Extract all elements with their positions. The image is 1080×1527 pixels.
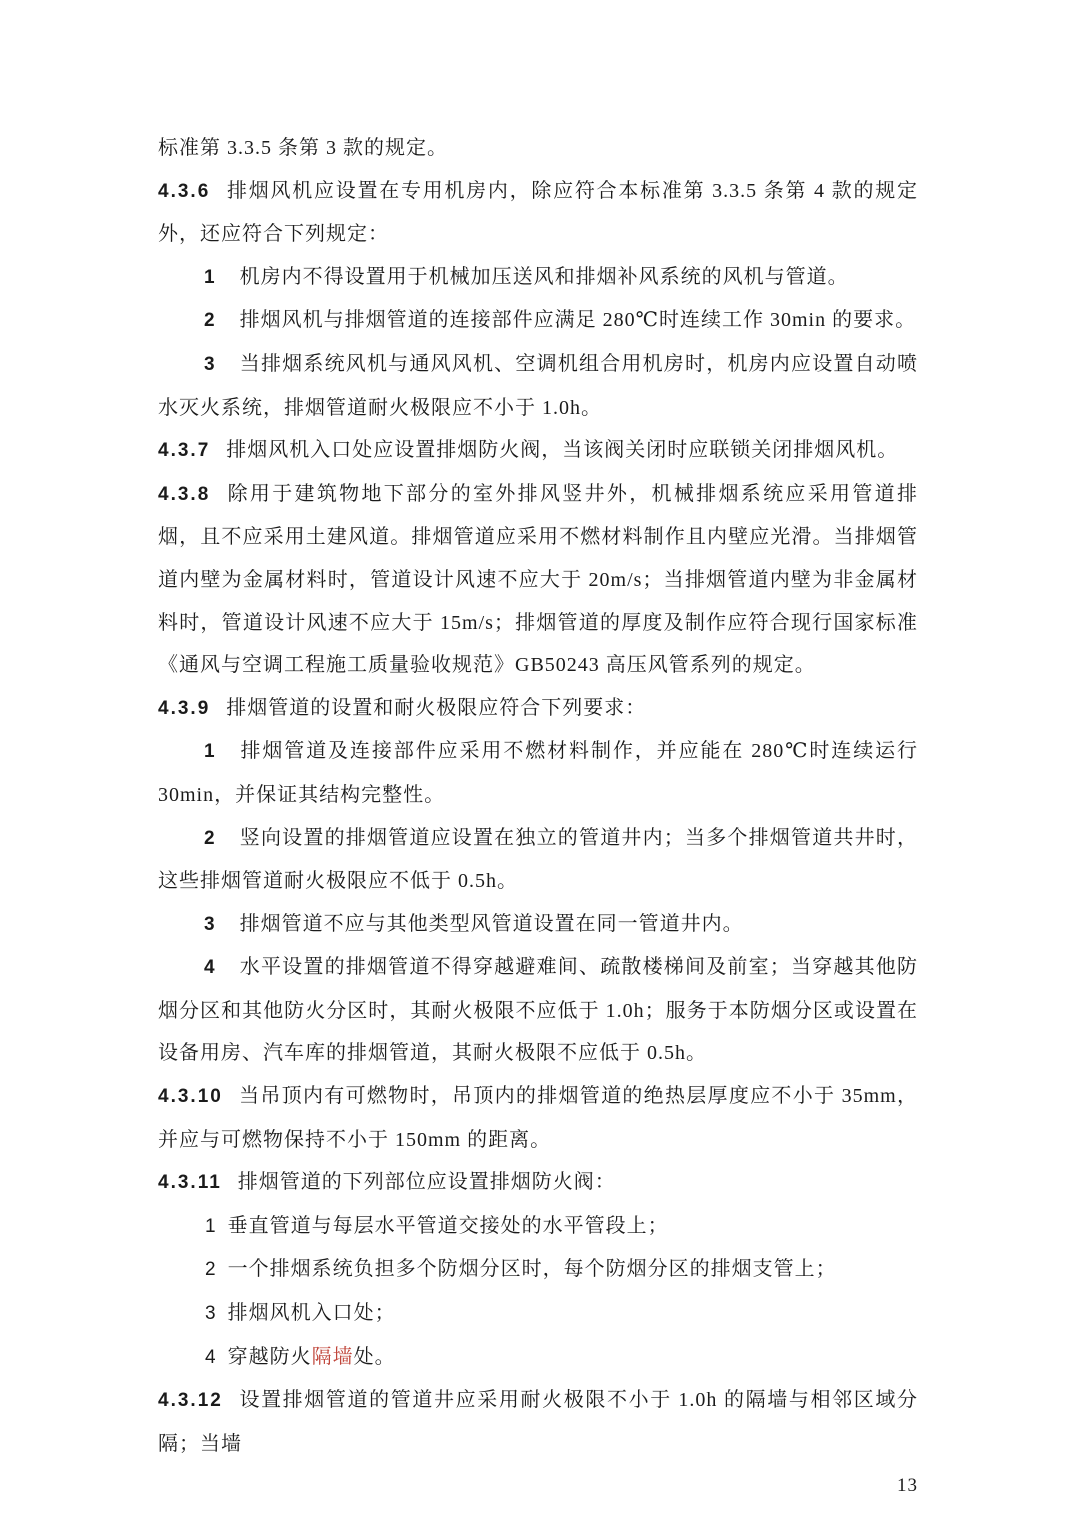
item-text: 排烟风机与排烟管道的连接部件应满足 280℃时连续工作 30min 的要求。 bbox=[239, 309, 917, 332]
clause-item-3 bbox=[158, 903, 918, 947]
item-number: 4 bbox=[205, 1346, 217, 1368]
section-text: 当吊顶内有可燃物时，吊顶内的排烟管道的绝热层厚度应不小于 35mm，并应与可燃物保持不小于 150mm 的距离。 bbox=[158, 1085, 918, 1151]
section-4-3-8 bbox=[158, 473, 918, 687]
paragraph-text: 标准第 3.3.5 条第 3 款的规定。 bbox=[158, 137, 448, 159]
highlighted-term: 隔墙 bbox=[311, 1345, 354, 1368]
item-text: 排烟管道不应与其他类型风管道设置在同一管道井内。 bbox=[239, 912, 744, 935]
item-number: 3 bbox=[204, 353, 216, 375]
page-number: 13 bbox=[897, 1475, 918, 1497]
item-text: 垂直管道与每层水平管道交接处的水平管段上； bbox=[227, 1214, 669, 1237]
section-number: 4.3.9 bbox=[158, 697, 211, 719]
item-text: 排烟风机入口处； bbox=[227, 1302, 396, 1325]
clause-item-1 bbox=[158, 730, 918, 816]
clause-item-4 bbox=[158, 1336, 918, 1380]
clause-item-1 bbox=[158, 256, 918, 300]
section-number: 4.3.6 bbox=[158, 180, 211, 202]
section-4-3-9 bbox=[158, 687, 918, 731]
section-text: 排烟风机应设置在专用机房内，除应符合本标准第 3.3.5 条第 4 款的规定外，还应符合下列规定： bbox=[158, 179, 918, 246]
section-4-3-6 bbox=[158, 170, 918, 256]
paragraph-continuation bbox=[158, 127, 918, 170]
item-number: 1 bbox=[204, 266, 216, 288]
section-number: 4.3.11 bbox=[158, 1172, 222, 1194]
item-text: 一个排烟系统负担多个防烟分区时，每个防烟分区的排烟支管上； bbox=[227, 1258, 837, 1281]
item-text-prefix: 穿越防火 bbox=[227, 1345, 312, 1368]
clause-item-2 bbox=[158, 817, 918, 903]
section-text: 排烟管道的下列部位应设置排烟防火阀： bbox=[237, 1171, 616, 1194]
item-text: 排烟管道及连接部件应采用不燃材料制作，并应能在 280℃时连续运行 30min，并保证其结构完整性。 bbox=[158, 740, 918, 806]
item-number: 3 bbox=[204, 913, 216, 935]
section-number: 4.3.8 bbox=[158, 483, 211, 505]
item-text: 机房内不得设置用于机械加压送风和排烟补风系统的风机与管道。 bbox=[239, 265, 849, 288]
clause-item-4 bbox=[158, 946, 918, 1075]
clause-item-2 bbox=[158, 299, 918, 343]
clause-item-1 bbox=[158, 1205, 918, 1249]
item-text-suffix: 处。 bbox=[353, 1345, 396, 1368]
item-number: 1 bbox=[204, 741, 216, 763]
section-number: 4.3.7 bbox=[158, 440, 211, 462]
item-number: 2 bbox=[205, 1259, 217, 1281]
section-4-3-12 bbox=[158, 1379, 918, 1465]
section-number: 4.3.12 bbox=[158, 1390, 223, 1412]
clause-item-3 bbox=[158, 1292, 918, 1336]
item-number: 3 bbox=[205, 1303, 217, 1325]
clause-item-2 bbox=[158, 1248, 918, 1292]
item-number: 1 bbox=[205, 1215, 217, 1237]
section-4-3-10 bbox=[158, 1075, 918, 1161]
section-4-3-11 bbox=[158, 1161, 918, 1205]
section-text: 排烟风机入口处应设置排烟防火阀，当该阀关闭时应联锁关闭排烟风机。 bbox=[226, 439, 899, 462]
section-4-3-7 bbox=[158, 429, 918, 473]
item-number: 2 bbox=[204, 827, 216, 849]
item-number: 2 bbox=[204, 310, 216, 332]
section-text: 排烟管道的设置和耐火极限应符合下列要求： bbox=[226, 696, 647, 719]
section-text: 设置排烟管道的管道井应采用耐火极限不小于 1.0h 的隔墙与相邻区域分隔；当墙 bbox=[158, 1389, 918, 1455]
item-text: 当排烟系统风机与通风风机、空调机组合用机房时，机房内应设置自动喷水灭火系统，排烟管道耐火极限应不小于 1.0h。 bbox=[158, 352, 918, 419]
item-text: 竖向设置的排烟管道应设置在独立的管道井内；当多个排烟管道共井时，这些排烟管道耐火极限应不低于 0.5h。 bbox=[158, 826, 918, 893]
section-number: 4.3.10 bbox=[158, 1086, 223, 1108]
item-text: 水平设置的排烟管道不得穿越避难间、疏散楼梯间及前室；当穿越其他防烟分区和其他防火分区时，其耐火极限不应低于 1.0h；服务于本防烟分区或设置在设备用房、汽车库的排烟管道，其耐火极限不应低于 0.5h。 bbox=[158, 956, 918, 1065]
section-text: 除用于建筑物地下部分的室外排风竖井外，机械排烟系统应采用管道排烟，且不应采用土建风道。排烟管道应采用不燃材料制作且内壁应光滑。当排烟管道内壁为金属材料时，管道设计风速不应大于 20m/s；当排烟管道内壁为非金属材料时，管道设计风速不应大于 15m/s；排烟管道的厚度及制作应符合现行国家标准《通风与空调工程施工质量验收规范》GB50243 高压风管系列的规定。 bbox=[158, 482, 918, 677]
clause-item-3 bbox=[158, 343, 918, 429]
item-number: 4 bbox=[204, 957, 216, 979]
